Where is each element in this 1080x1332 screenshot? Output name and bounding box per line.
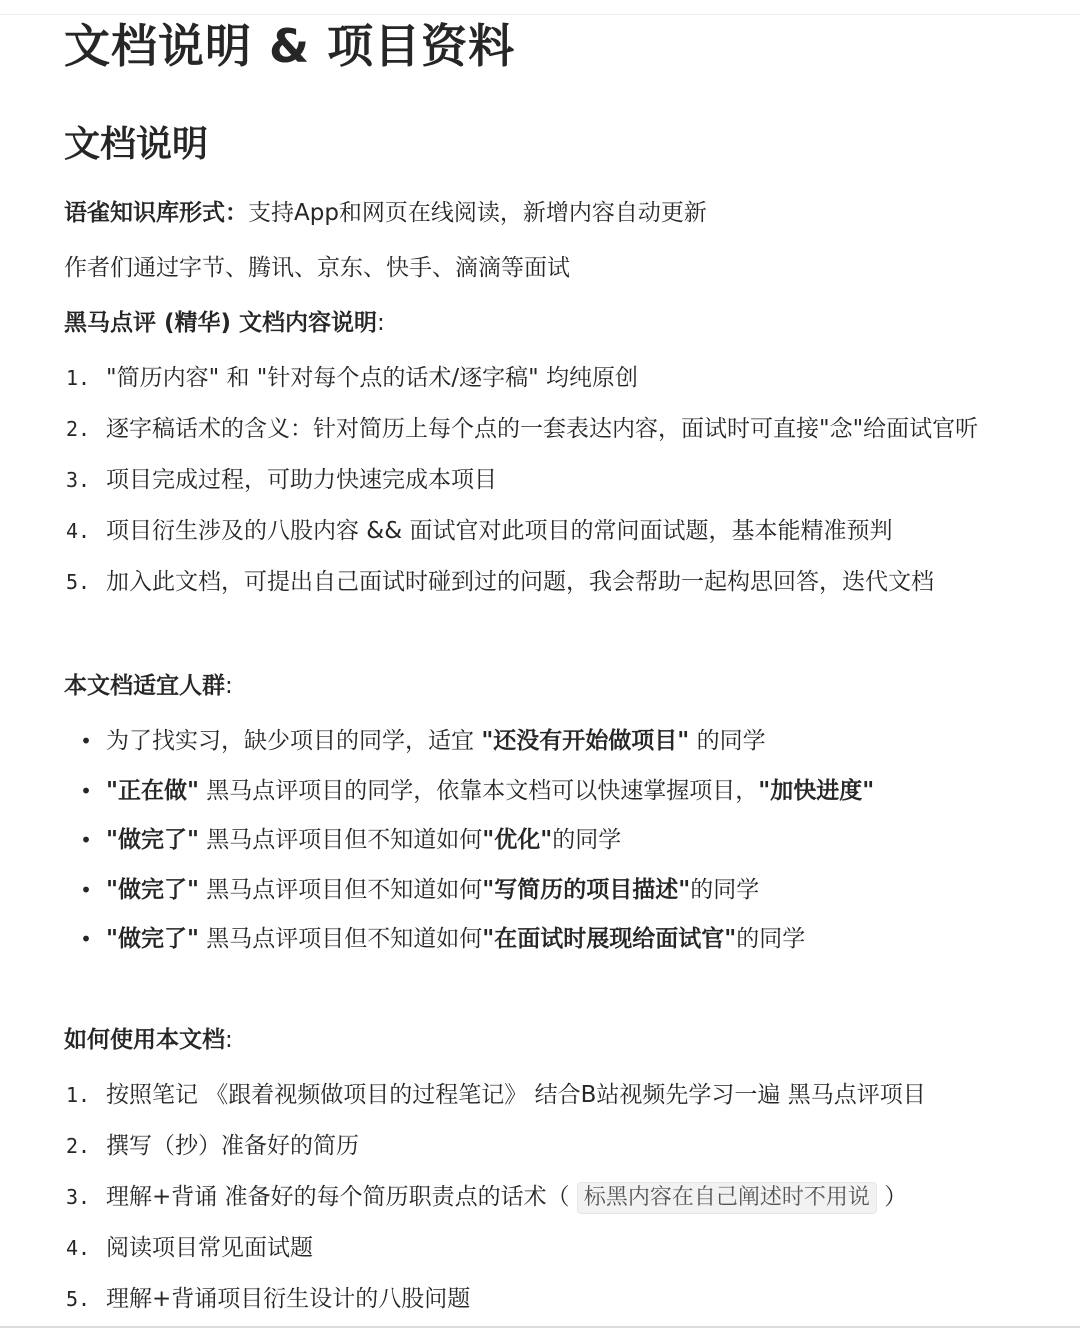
list-text: 阅读项目常见面试题 bbox=[106, 1235, 313, 1261]
yuque-text: 支持App和网页在线阅读，新增内容自动更新 bbox=[248, 200, 707, 226]
list-item bbox=[64, 1181, 926, 1232]
list-text: 项目完成过程，可助力快速完成本项目 bbox=[106, 467, 497, 493]
list-item bbox=[64, 923, 874, 973]
list-item bbox=[64, 413, 978, 464]
yuque-paragraph bbox=[64, 197, 707, 229]
list-number: 4. bbox=[66, 519, 91, 543]
list-text: ） bbox=[876, 1184, 908, 1210]
section-title: 文档说明 bbox=[64, 124, 209, 165]
list-number: 1. bbox=[66, 1083, 91, 1107]
list-bold: "写简历的项目描述" bbox=[482, 876, 691, 903]
inline-code-tag: 标黑内容在自己阐述时不用说 bbox=[577, 1182, 877, 1214]
list-text: 黑马点评项目的同学，依靠本文档可以快速掌握项目， bbox=[198, 777, 759, 804]
list-text: 理解+背诵项目衍生设计的八股问题 bbox=[106, 1286, 471, 1312]
bullet-icon: • bbox=[80, 927, 92, 951]
list-text: 加入此文档，可提出自己面试时碰到过的问题，我会帮助一起构思回答，迭代文档 bbox=[106, 569, 934, 595]
list-text: 的同学 bbox=[736, 926, 806, 952]
list-text: 理解+背诵 准备好的每个简历职责点的话术（ bbox=[106, 1184, 577, 1210]
list-number: 3. bbox=[66, 468, 91, 492]
page-title: 文档说明 & 项目资料 bbox=[64, 19, 516, 73]
bottom-divider bbox=[0, 1326, 1080, 1328]
list-item bbox=[64, 566, 978, 617]
authors-paragraph: 作者们通过字节、腾讯、京东、快手、滴滴等面试 bbox=[64, 255, 570, 281]
bullet-icon: • bbox=[80, 877, 92, 902]
list-text: 的同学 bbox=[689, 728, 766, 754]
bullet-icon: • bbox=[80, 729, 92, 753]
list-text: 为了找实习，缺少项目的同学，适宜 bbox=[106, 728, 482, 754]
list-text: 项目衍生涉及的八股内容 && 面试官对此项目的常问面试题，基本能精准预判 bbox=[106, 518, 893, 544]
list-number: 4. bbox=[66, 1236, 91, 1260]
list-bold: "还没有开始做项目" bbox=[481, 728, 690, 754]
content-list bbox=[64, 362, 978, 617]
list-item bbox=[64, 362, 978, 413]
list-number: 1. bbox=[66, 366, 91, 390]
list-item bbox=[64, 515, 978, 566]
list-item bbox=[64, 775, 874, 825]
list-text: 撰写（抄）准备好的简历 bbox=[106, 1133, 359, 1159]
list-bold: "正在做" bbox=[106, 777, 199, 804]
audience-colon: : bbox=[225, 673, 233, 699]
yuque-label: 语雀知识库形式： bbox=[64, 200, 248, 226]
usage-colon: : bbox=[225, 1027, 233, 1053]
list-item bbox=[64, 824, 874, 874]
list-number: 5. bbox=[66, 1287, 91, 1311]
list-item bbox=[64, 1232, 926, 1283]
list-bold: "做完了" bbox=[106, 827, 199, 853]
list-bold: "做完了" bbox=[106, 926, 199, 952]
list-bold: "加快进度" bbox=[758, 777, 875, 804]
list-text: 的同学 bbox=[552, 827, 622, 853]
list-text: 逐字稿话术的含义：针对简历上每个点的一套表达内容，面试时可直接"念"给面试官听 bbox=[106, 416, 979, 442]
content-label: 黑马点评 (精华) 文档内容说明 bbox=[64, 310, 378, 336]
list-item bbox=[64, 725, 874, 775]
list-item bbox=[64, 1079, 926, 1130]
list-text: "简历内容" 和 "针对每个点的话术/逐字稿" 均纯原创 bbox=[106, 365, 638, 391]
list-text: 的同学 bbox=[690, 876, 760, 903]
list-text: 按照笔记 《跟着视频做项目的过程笔记》 结合B站视频先学习一遍 黑马点评项目 bbox=[106, 1082, 926, 1108]
usage-list bbox=[64, 1079, 926, 1332]
bullet-icon: • bbox=[80, 828, 92, 852]
content-heading bbox=[64, 307, 385, 339]
list-bold: "优化" bbox=[482, 827, 553, 853]
list-bold: "做完了" bbox=[106, 876, 199, 903]
list-text: 黑马点评项目但不知道如何 bbox=[198, 876, 483, 903]
audience-list bbox=[64, 725, 874, 973]
audience-heading bbox=[64, 670, 233, 702]
list-number: 3. bbox=[66, 1185, 91, 1209]
list-item bbox=[64, 1130, 926, 1181]
list-item bbox=[64, 464, 978, 515]
usage-heading bbox=[64, 1024, 233, 1056]
list-number: 2. bbox=[66, 1134, 91, 1158]
list-item bbox=[64, 874, 874, 924]
list-item bbox=[64, 1283, 926, 1332]
list-number: 2. bbox=[66, 417, 91, 441]
bullet-icon: • bbox=[80, 778, 92, 803]
usage-label: 如何使用本文档 bbox=[64, 1027, 225, 1053]
audience-label: 本文档适宜人群 bbox=[64, 673, 225, 699]
list-number: 5. bbox=[66, 570, 91, 594]
content-colon: : bbox=[377, 310, 385, 336]
list-bold: "在面试时展现给面试官" bbox=[482, 926, 737, 952]
list-text: 黑马点评项目但不知道如何 bbox=[198, 926, 483, 952]
list-text: 黑马点评项目但不知道如何 bbox=[198, 827, 483, 853]
